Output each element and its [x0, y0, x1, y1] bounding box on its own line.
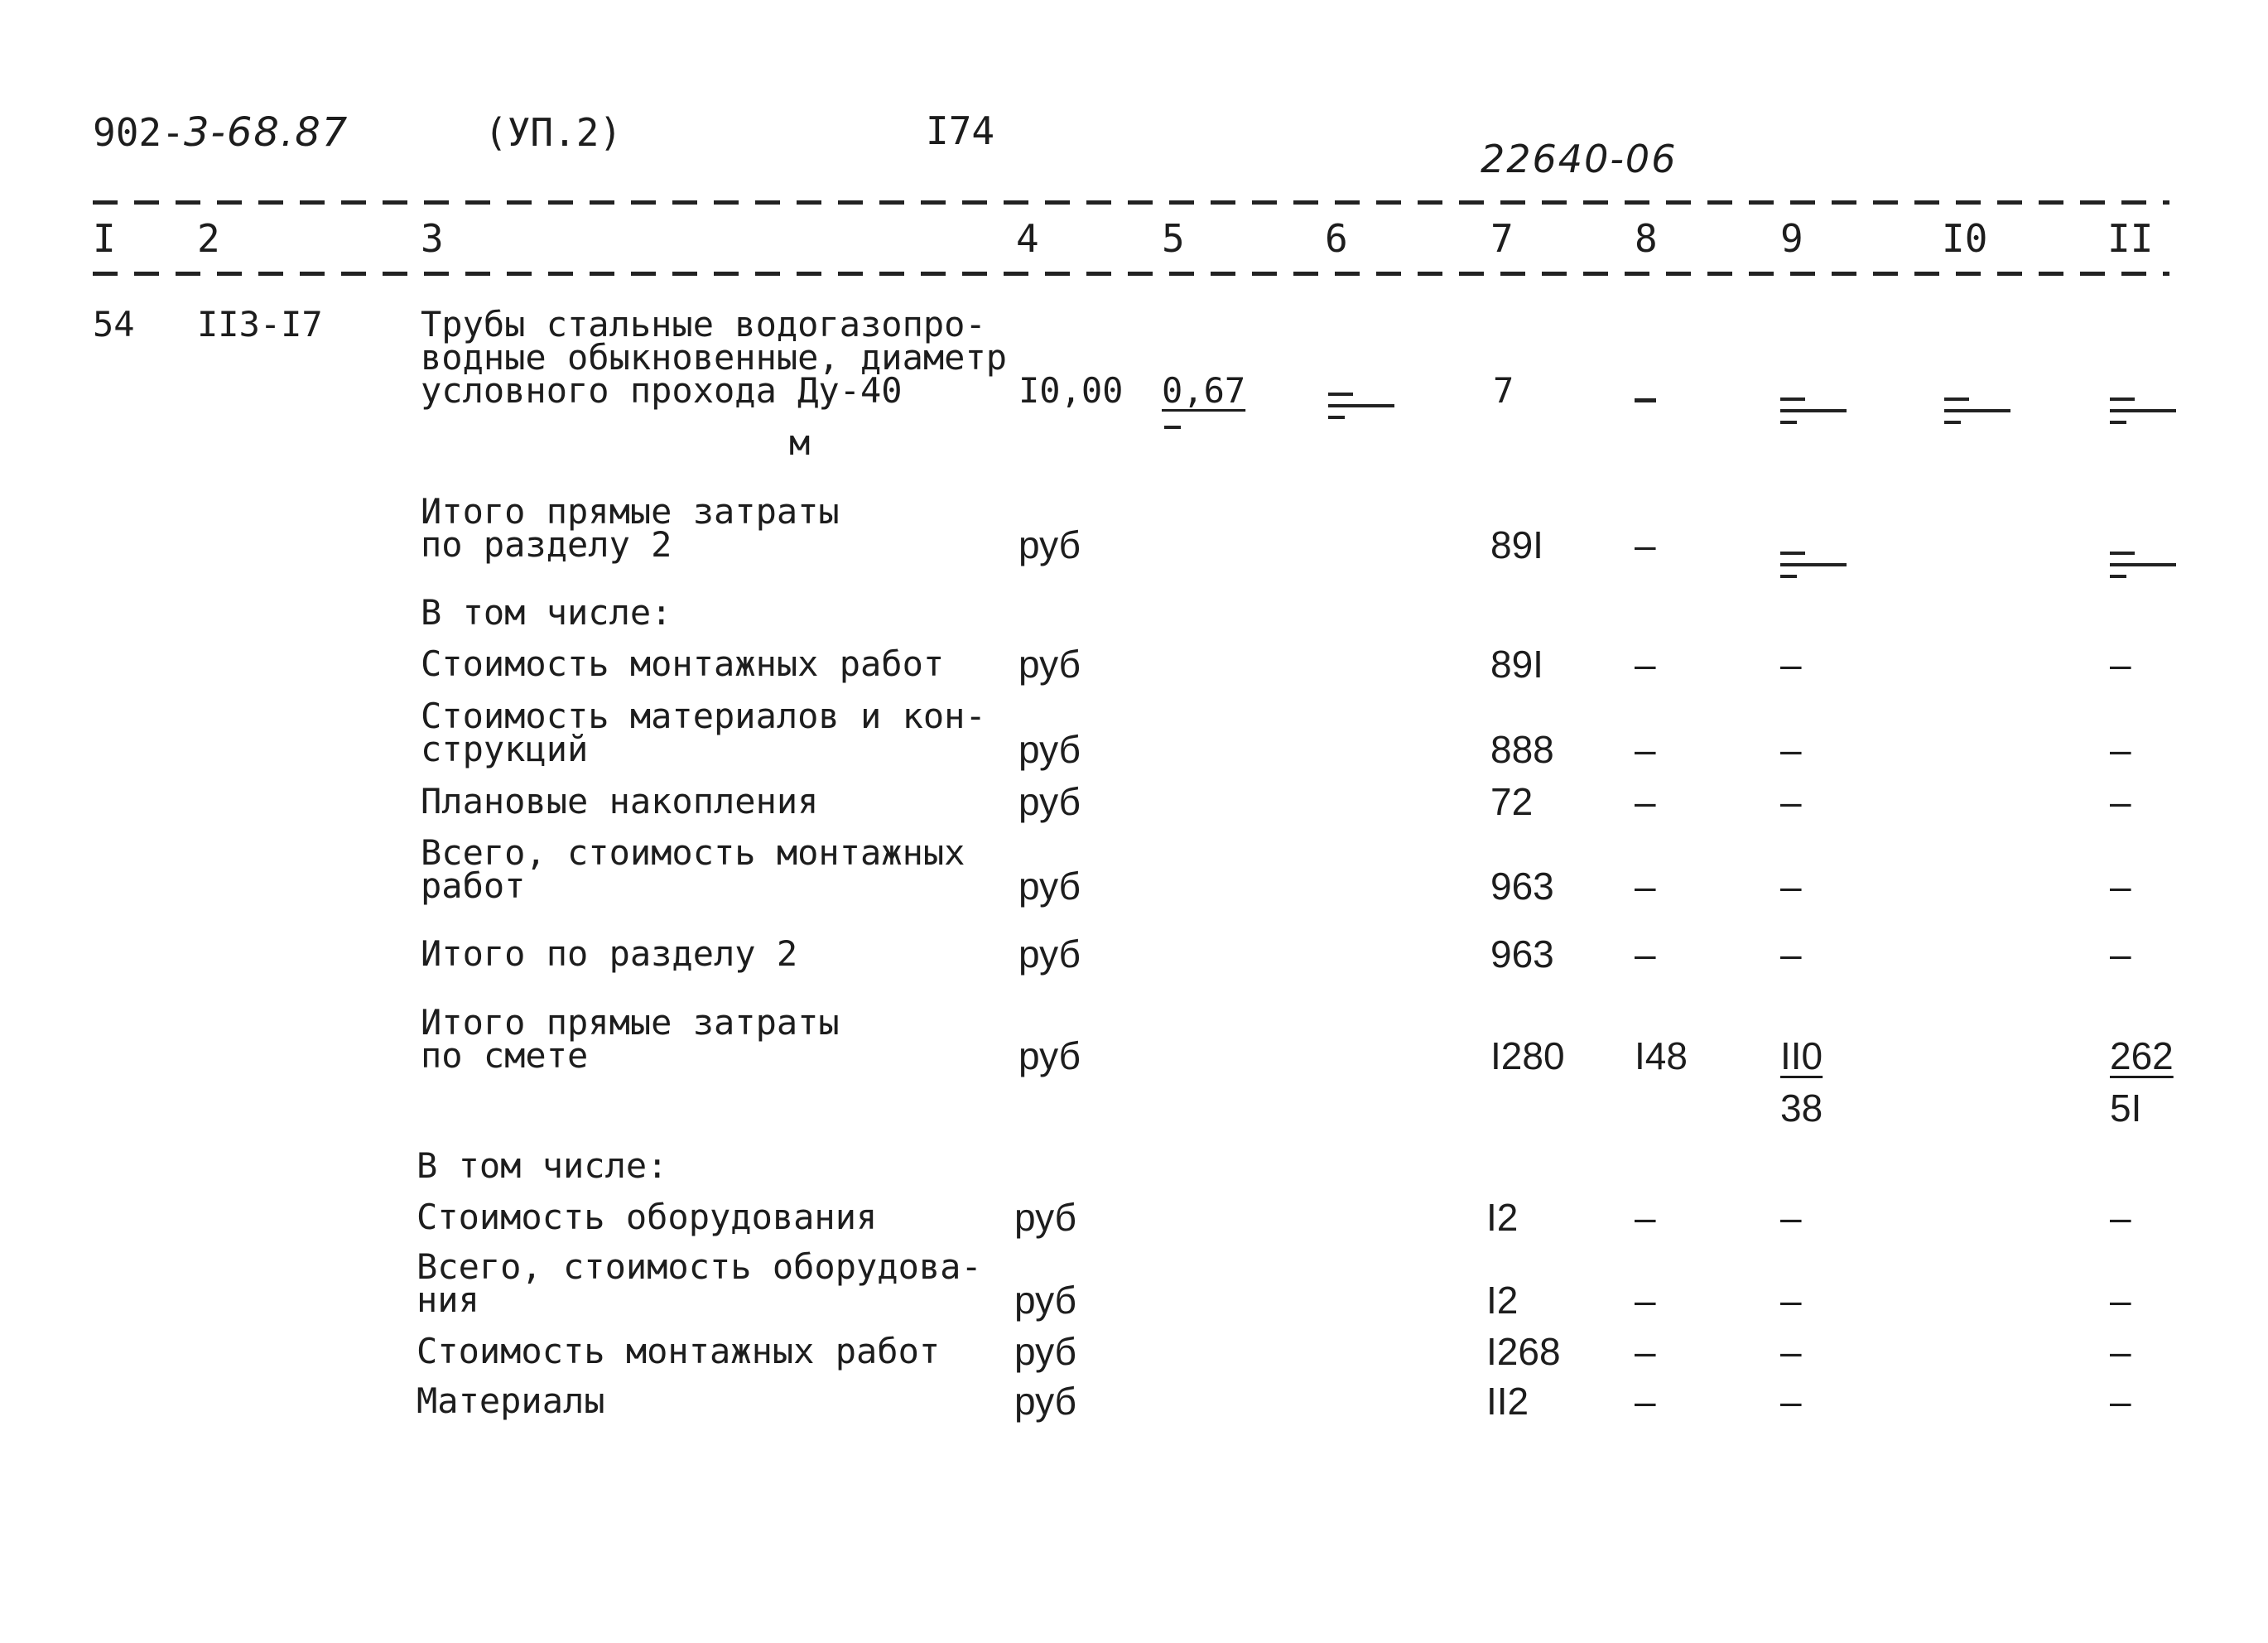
row-col9-value: –: [1780, 1330, 1802, 1373]
row-label-line: по разделу 2: [421, 524, 672, 565]
column-header-7: 7: [1490, 216, 1514, 261]
blank-mark-col10: [1944, 393, 2010, 434]
row-col7-value: I268: [1486, 1330, 1561, 1373]
row-label-line: по смете: [421, 1035, 589, 1076]
row-unit: руб: [1018, 523, 1081, 566]
row-col9-value: –: [1780, 1196, 1802, 1239]
row-unit: руб: [1014, 1380, 1076, 1423]
col8-dash: [1635, 374, 1656, 407]
row-label-line: Стоимость оборудования: [417, 1197, 878, 1237]
row-col8-value: –: [1635, 1279, 1656, 1322]
row-unit: руб: [1018, 643, 1081, 686]
row-col11-value: –: [2110, 643, 2131, 686]
row-col8-value: –: [1635, 728, 1656, 771]
row-col11-value-bottom: 5I: [2110, 1086, 2142, 1130]
item-unit: м: [789, 422, 811, 463]
row-col8-value: –: [1635, 523, 1656, 566]
row-unit: руб: [1018, 865, 1081, 908]
column-header-2: 2: [197, 216, 220, 261]
blank-mark-col11: [2110, 393, 2176, 434]
row-col9-value-bottom: 38: [1780, 1086, 1823, 1130]
row-col11-value: –: [2110, 1196, 2131, 1239]
document-number-prefix: 902-: [93, 110, 185, 155]
row-label-line: Плановые накопления: [421, 781, 819, 822]
section-subheading: В том числе:: [421, 592, 672, 633]
row-col7-value: 888: [1490, 728, 1554, 771]
item-quantity: I0,00: [1018, 370, 1124, 411]
col5-small-dash: [1164, 426, 1181, 429]
row-col11-value-top: 262: [2110, 1034, 2174, 1077]
row-col11-value: –: [2110, 1380, 2131, 1423]
row-col7-value: 89I: [1490, 523, 1543, 566]
row-label-line: Материалы: [417, 1380, 605, 1421]
row-col9-value: –: [1780, 1279, 1802, 1322]
item-name-line: условного прохода Ду-40: [421, 370, 903, 411]
row-label-line: Итого прямые затраты: [421, 491, 840, 532]
row-col8-value: I48: [1635, 1034, 1688, 1077]
row-unit: руб: [1018, 780, 1081, 823]
row-unit: руб: [1014, 1330, 1076, 1373]
blank-mark-col9: [1780, 393, 1847, 434]
row-label-line: Всего, стоимость монтажных: [421, 832, 965, 873]
column-header-6: 6: [1325, 216, 1348, 261]
row-label-line: Итого прямые затраты: [421, 1002, 840, 1043]
row-col11-value: –: [2110, 728, 2131, 771]
column-header-1: I: [93, 216, 116, 261]
row-label-line: Всего, стоимость оборудова-: [417, 1246, 982, 1287]
row-unit: руб: [1018, 728, 1081, 771]
row-col9-value: –: [1780, 865, 1802, 908]
row-col8-value: –: [1635, 780, 1656, 823]
top-dashed-rule: [93, 200, 2169, 205]
row-col7-value: I280: [1490, 1034, 1565, 1077]
row-unit: руб: [1014, 1196, 1076, 1239]
row-col7-value: 963: [1490, 865, 1554, 908]
row-col11-value: –: [2110, 1279, 2131, 1322]
album-label: (УП.2): [484, 110, 623, 155]
row-col8-value: –: [1635, 1380, 1656, 1423]
column-header-11: II: [2107, 216, 2154, 261]
row-label-line: Стоимость материалов и кон-: [421, 696, 986, 736]
column-header-4: 4: [1016, 216, 1039, 261]
row-col11-value: –: [2110, 780, 2131, 823]
row-col9-value: –: [1780, 780, 1802, 823]
row-col11-value: –: [2110, 1330, 2131, 1373]
row-col7-value: 72: [1490, 780, 1534, 823]
column-header-9: 9: [1780, 216, 1803, 261]
row-col8-value: –: [1635, 932, 1656, 976]
row-col7-value: I2: [1486, 1196, 1519, 1239]
blank-mark-col11: [2110, 547, 2176, 588]
row-col9-value: –: [1780, 932, 1802, 976]
item-col5-value: 0,67: [1162, 370, 1246, 411]
row-col9-value: –: [1780, 1380, 1802, 1423]
row-unit: руб: [1014, 1279, 1076, 1322]
row-label-line: струкций: [421, 729, 589, 769]
row-label-line: работ: [421, 865, 526, 906]
column-header-10: I0: [1942, 216, 1988, 261]
section-subheading: В том числе:: [417, 1145, 668, 1186]
column-header-8: 8: [1635, 216, 1658, 261]
row-col7-value: 89I: [1490, 643, 1543, 686]
row-col9-value: –: [1780, 728, 1802, 771]
column-header-3: 3: [421, 216, 444, 261]
document-number-code: 3-68.87: [184, 109, 349, 156]
row-unit: руб: [1018, 1034, 1081, 1077]
item-code: II3-I7: [197, 304, 323, 344]
row-label-line: Стоимость монтажных работ: [421, 643, 945, 684]
inventory-number: 22640-06: [1481, 137, 1678, 181]
row-col7-value: I2: [1486, 1279, 1519, 1322]
row-col11-value: –: [2110, 865, 2131, 908]
row-col9-value: –: [1780, 643, 1802, 686]
row-label-line: ния: [417, 1279, 479, 1320]
row-col8-value: –: [1635, 1196, 1656, 1239]
item-col7-value: 7: [1493, 370, 1514, 411]
blank-mark-col9: [1780, 547, 1847, 588]
item-name-line: водные обыкновенные, диаметр: [421, 337, 1008, 378]
row-col8-value: –: [1635, 1330, 1656, 1373]
row-col7-value: 963: [1490, 932, 1554, 976]
page-number: I74: [926, 108, 995, 153]
row-col8-value: –: [1635, 865, 1656, 908]
item-name-line: Трубы стальные водогазопро-: [421, 304, 986, 344]
row-label-line: Стоимость монтажных работ: [417, 1331, 941, 1371]
blank-mark-col6: [1328, 388, 1394, 429]
row-unit: руб: [1018, 932, 1081, 976]
header-dashed-rule: [93, 272, 2169, 276]
row-label-line: Итого по разделу 2: [421, 933, 798, 974]
row-col7-value: II2: [1486, 1380, 1529, 1423]
column-header-5: 5: [1162, 216, 1185, 261]
item-number: 54: [93, 304, 135, 344]
row-col9-value-top: II0: [1780, 1034, 1823, 1077]
row-col11-value: –: [2110, 932, 2131, 976]
row-col8-value: –: [1635, 643, 1656, 686]
